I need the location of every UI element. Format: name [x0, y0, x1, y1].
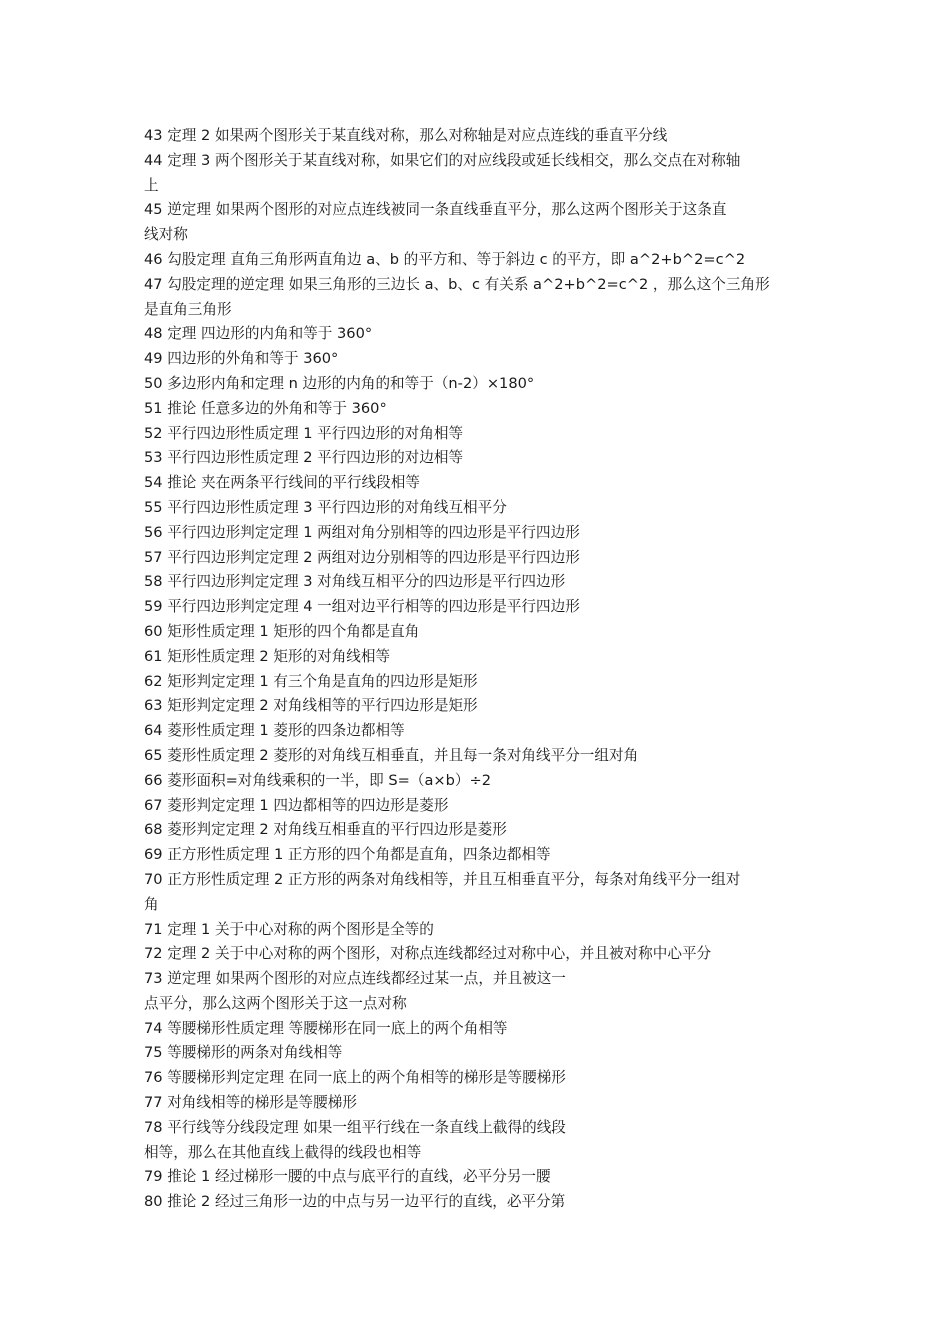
text-line: 上 — [144, 176, 159, 194]
text-line: 61 矩形性质定理 2 矩形的对角线相等 — [144, 647, 391, 665]
text-line: 67 菱形判定定理 1 四边都相等的四边形是菱形 — [144, 796, 449, 814]
text-line: 58 平行四边形判定定理 3 对角线互相平分的四边形是平行四边形 — [144, 573, 566, 591]
text-line: 50 多边形内角和定理 n 边形的内角的和等于（n-2）×180° — [144, 374, 535, 392]
text-line: 59 平行四边形判定定理 4 一组对边平行相等的四边形是平行四边形 — [144, 598, 580, 616]
text-line: 角 — [144, 895, 159, 913]
text-line: 69 正方形性质定理 1 正方形的四个角都是直角，四条边都相等 — [144, 846, 551, 864]
text-line: 80 推论 2 经过三角形一边的中点与另一边平行的直线，必平分第 — [144, 1193, 566, 1211]
text-line: 73 逆定理 如果两个图形的对应点连线都经过某一点，并且被这一 — [144, 970, 566, 988]
text-line: 72 定理 2 关于中心对称的两个图形，对称点连线都经过对称中心，并且被对称中心平分 — [144, 945, 712, 963]
text-line: 57 平行四边形判定定理 2 两组对边分别相等的四边形是平行四边形 — [144, 548, 580, 566]
text-line: 74 等腰梯形性质定理 等腰梯形在同一底上的两个角相等 — [144, 1019, 508, 1037]
text-line: 63 矩形判定定理 2 对角线相等的平行四边形是矩形 — [144, 697, 478, 715]
text-line: 线对称 — [144, 226, 188, 244]
text-line: 55 平行四边形性质定理 3 平行四边形的对角线互相平分 — [144, 498, 507, 516]
text-line: 52 平行四边形性质定理 1 平行四边形的对角相等 — [144, 424, 464, 442]
text-line: 66 菱形面积=对角线乘积的一半，即 S=（a×b）÷2 — [144, 771, 492, 789]
text-line: 43 定理 2 如果两个图形关于某直线对称，那么对称轴是对应点连线的垂直平分线 — [144, 127, 668, 144]
text-line: 点平分，那么这两个图形关于这一点对称 — [144, 994, 407, 1012]
text-line: 76 等腰梯形判定定理 在同一底上的两个角相等的梯形是等腰梯形 — [144, 1069, 566, 1087]
text-line: 45 逆定理 如果两个图形的对应点连线被同一条直线垂直平分，那么这两个图形关于这条直 — [144, 201, 727, 219]
text-line: 65 菱形性质定理 2 菱形的对角线互相垂直，并且每一条对角线平分一组对角 — [144, 746, 639, 764]
text-line: 64 菱形性质定理 1 菱形的四条边都相等 — [144, 722, 405, 740]
text-line: 79 推论 1 经过梯形一腰的中点与底平行的直线，必平分另一腰 — [144, 1168, 551, 1186]
text-line: 71 定理 1 关于中心对称的两个图形是全等的 — [144, 920, 434, 938]
text-line: 56 平行四边形判定定理 1 两组对角分别相等的四边形是平行四边形 — [144, 523, 580, 541]
text-line: 是直角三角形 — [144, 300, 232, 318]
text-line: 77 对角线相等的梯形是等腰梯形 — [144, 1094, 357, 1112]
text-line: 54 推论 夹在两条平行线间的平行线段相等 — [144, 474, 420, 492]
text-line: 相等，那么在其他直线上截得的线段也相等 — [144, 1143, 422, 1161]
text-line: 62 矩形判定定理 1 有三个角是直角的四边形是矩形 — [144, 672, 478, 690]
text-line: 48 定理 四边形的内角和等于 360° — [144, 325, 373, 343]
text-line: 47 勾股定理的逆定理 如果三角形的三边长 a、b、c 有关系 a^2+b^2=c^2 ，那么这个三角形 — [144, 275, 770, 293]
text-line: 49 四边形的外角和等于 360° — [144, 350, 339, 368]
text-line: 46 勾股定理 直角三角形两直角边 a、b 的平方和、等于斜边 c 的平方，即 a^2+b^2=c^2 — [144, 250, 746, 268]
text-line: 78 平行线等分线段定理 如果一组平行线在一条直线上截得的线段 — [144, 1118, 566, 1136]
theorem-list — [144, 124, 812, 1215]
text-line: 51 推论 任意多边的外角和等于 360° — [144, 399, 387, 417]
text-line: 70 正方形性质定理 2 正方形的两条对角线相等，并且互相垂直平分，每条对角线平分一组对 — [144, 870, 741, 888]
text-line: 60 矩形性质定理 1 矩形的四个角都是直角 — [144, 622, 420, 640]
text-line: 53 平行四边形性质定理 2 平行四边形的对边相等 — [144, 449, 464, 467]
text-line: 44 定理 3 两个图形关于某直线对称，如果它们的对应线段或延长线相交，那么交点在对称轴 — [144, 151, 741, 169]
text-line: 75 等腰梯形的两条对角线相等 — [144, 1044, 343, 1062]
text-line: 68 菱形判定定理 2 对角线互相垂直的平行四边形是菱形 — [144, 821, 507, 839]
